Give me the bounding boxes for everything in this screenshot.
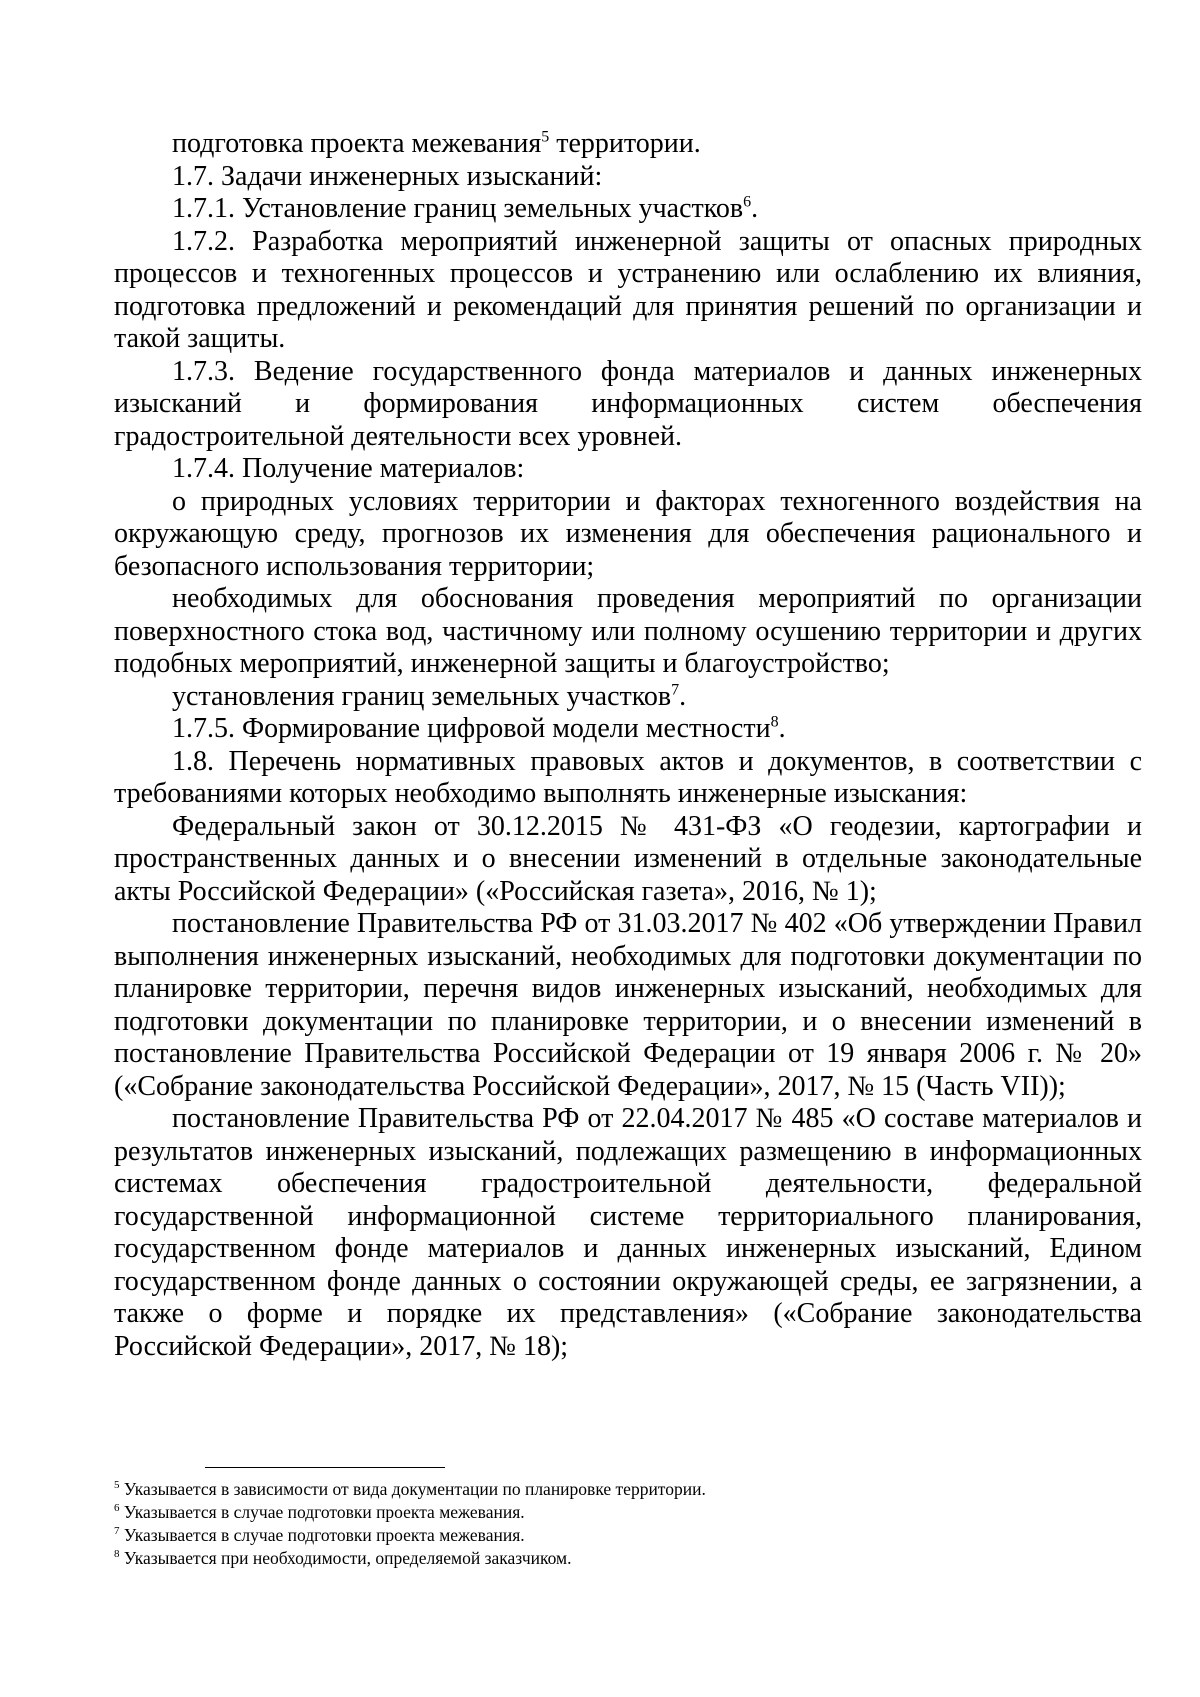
paragraph: установления границ земельных участков$^7$. bbox=[172, 680, 687, 712]
paragraph: подготовка проекта межевания$^5$ территории. bbox=[172, 128, 701, 159]
paragraph: 1.7.2. Разработка мероприятий инженерной защиты от опасных природных процессов и техногенных процессов и устранению или ослаблению их влияния, подготовка предложений и рекомендаций для принятия решений по организации и такой защиты. bbox=[114, 225, 1142, 354]
footnote: $^6$ Указывается в случае подготовки проекта межевания. bbox=[114, 1502, 525, 1522]
paragraph: постановление Правительства РФ от 31.03.2017 № 402 «Об утверждении Правил выполнения инженерных изысканий, необходимых для подготовки документации по планировке территории, перечня видов инженерных изысканий, необходимых для подготовки документации по планировке территории, и о внесении изменений в постановление Правительства Российской Федерации от 19 января 2006 г. № 20» («Собрание законодательства Российской Федерации», 2017, № 15 (Часть VII)); bbox=[114, 908, 1142, 1102]
footnote-ref[interactable]: 8 bbox=[770, 713, 779, 731]
footnote-ref[interactable]: 7 bbox=[671, 681, 680, 699]
paragraph: 1.7.1. Установление границ земельных участков$^6$. bbox=[172, 193, 759, 224]
footnote-divider bbox=[205, 1467, 445, 1468]
paragraph: о природных условиях территории и факторах техногенного воздействия на окружающую среду, прогнозов их изменения для обеспечения рационального и безопасного использования территории; bbox=[114, 485, 1142, 582]
paragraph: 1.7.4. Получение материалов: bbox=[172, 453, 525, 484]
footnote: $^8$ Указывается при необходимости, определяемой заказчиком. bbox=[114, 1548, 572, 1568]
paragraph: 1.7.5. Формирование цифровой модели местности$^8$. bbox=[172, 713, 786, 744]
paragraph: 1.8. Перечень нормативных правовых актов и документов, в соответствии с требованиями которых необходимо выполнять инженерные изыскания: bbox=[114, 745, 1142, 809]
footnote: $^7$ Указывается в случае подготовки проекта межевания. bbox=[114, 1525, 525, 1545]
footnote: $^5$ Указывается в зависимости от вида документации по планировке территории. bbox=[114, 1479, 706, 1499]
footnote-ref[interactable]: 5 bbox=[541, 128, 550, 146]
paragraph: 1.7. Задачи инженерных изысканий: bbox=[172, 160, 603, 192]
footnotes bbox=[114, 1478, 1142, 1570]
paragraph: постановление Правительства РФ от 22.04.2017 № 485 «О составе материалов и результатов инженерных изысканий, подлежащих размещению в информационных системах обеспечения градостроительной деятельности, федеральной государственной информационной системе территориального планирования, государственном фонде материалов и данных инженерных изысканий, Едином государственном фонде данных о состоянии окружающей среды, ее загрязнении, а также о форме и порядке их представления» («Собрание законодательства Российской Федерации», 2017, № 18); bbox=[114, 1103, 1142, 1362]
body-text bbox=[114, 128, 1142, 1363]
paragraph: Федеральный закон от 30.12.2015 № 431-ФЗ «О геодезии, картографии и пространственных данных и о внесении изменений в отдельные законодательные акты Российской Федерации» («Российская газета», 2016, № 1); bbox=[114, 810, 1142, 907]
paragraph: необходимых для обоснования проведения мероприятий по организации поверхностного стока вод, частичному или полному осушению территории и других подобных мероприятий, инженерной защиты и благоустройство; bbox=[114, 583, 1142, 679]
paragraph: 1.7.3. Ведение государственного фонда материалов и данных инженерных изысканий и формирования информационных систем обеспечения градостроительной деятельности всех уровней. bbox=[114, 355, 1142, 452]
footnote-ref[interactable]: 6 bbox=[743, 193, 752, 211]
